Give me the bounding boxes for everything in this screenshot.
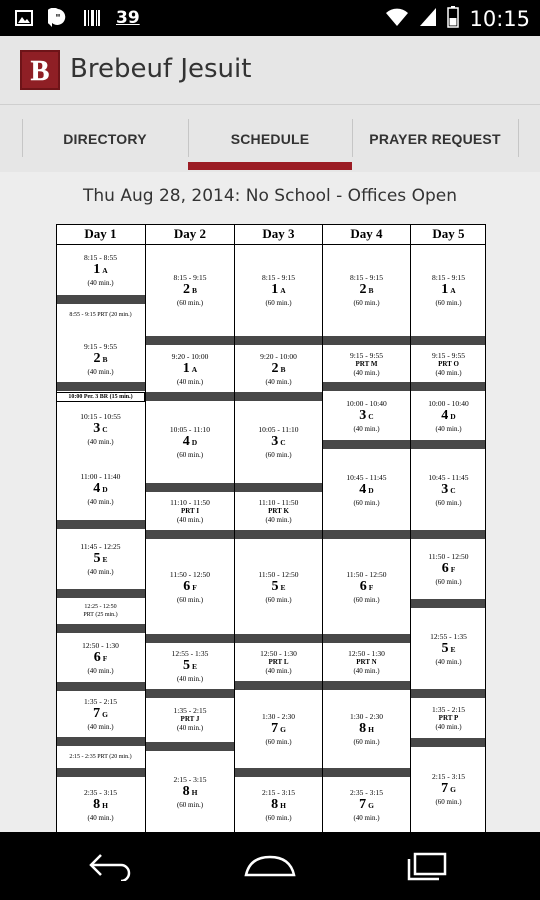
period-cell: 11:50 - 12:50 6 F (60 min.)	[346, 569, 387, 604]
break-bar	[323, 530, 410, 539]
break-bar	[323, 382, 410, 391]
tab-prayer-request[interactable]: PRAYER REQUEST	[369, 131, 501, 147]
svg-text:": "	[55, 13, 61, 24]
period-cell: 11:50 - 12:50 6 F (60 min.)	[428, 551, 469, 586]
break-bar	[411, 599, 486, 608]
period-cell: 10:00 - 10:40 3 C (40 min.)	[346, 398, 387, 433]
prt-cell: 9:15 - 9:55 PRT M (40 min.)	[350, 350, 383, 377]
break-bar	[56, 382, 145, 391]
period-cell: 2:15 - 3:15 8 H (60 min.)	[262, 787, 295, 822]
period-cell: 10:05 - 11:10 3 C (60 min.)	[258, 424, 299, 459]
prt-cell: 12:25 - 12:50 PRT (25 min.)	[83, 604, 118, 618]
period-cell: 11:00 - 11:40 4 D (40 min.)	[80, 471, 121, 506]
period-cell: 1:35 - 2:15 7 G (40 min.)	[84, 696, 117, 731]
back-icon[interactable]	[82, 846, 142, 886]
break-bar	[146, 634, 234, 643]
period-cell: 2:15 - 3:15 8 H (60 min.)	[173, 774, 207, 809]
temperature-text: 39	[116, 8, 140, 28]
break-bar	[411, 530, 486, 539]
prt-cell: 12:50 - 1:30 PRT N (40 min.)	[348, 648, 385, 675]
prt-cell: 12:50 - 1:30 PRT L (40 min.)	[260, 648, 297, 675]
day-header: Day 5	[432, 226, 465, 241]
period-cell: 8:15 - 9:15 1 A (60 min.)	[262, 272, 295, 307]
break-bar	[235, 336, 322, 345]
break-bar	[235, 530, 322, 539]
prt-cell: 11:10 - 11:50 PRT I (40 min.)	[170, 497, 210, 524]
prt-cell: 1:35 - 2:15 PRT P (40 min.)	[432, 704, 465, 731]
break-bar	[323, 768, 410, 777]
grid-line	[56, 224, 486, 225]
svg-text:B: B	[30, 56, 50, 86]
period-cell: 11:50 - 12:50 5 E (60 min.)	[258, 569, 299, 604]
grid-line	[56, 224, 57, 832]
break-bar	[323, 681, 410, 690]
period-cell: 12:55 - 1:35 5 E (40 min.)	[430, 631, 467, 666]
period-cell: 10:45 - 11:45 4 D (60 min.)	[346, 472, 387, 507]
signal-icon	[419, 7, 437, 31]
break-bar	[411, 689, 486, 698]
break-bar	[146, 530, 234, 539]
image-icon	[14, 8, 34, 28]
period-cell: 2:35 - 3:15 7 G (40 min.)	[350, 787, 383, 822]
wifi-icon	[385, 7, 409, 31]
period-cell: 8:15 - 9:15 2 B (60 min.)	[350, 272, 383, 307]
break-bar	[235, 681, 322, 690]
period-cell: 9:20 - 10:00 1 A (40 min.)	[171, 351, 209, 386]
prt-cell: 8:55 - 9:15 PRT (20 min.)	[69, 312, 132, 318]
schedule-image	[56, 224, 486, 832]
app-logo[interactable]	[20, 50, 60, 90]
break-bar	[146, 742, 234, 751]
break-bar	[235, 392, 322, 401]
break-label: 10:00 Per. 3 BR (15 min.)	[56, 392, 145, 402]
break-bar	[56, 624, 145, 633]
prt-cell: 11:10 - 11:50 PRT K (40 min.)	[258, 497, 299, 524]
break-bar	[146, 483, 234, 492]
grid-line	[322, 224, 323, 832]
period-cell: 9:20 - 10:00 2 B (40 min.)	[260, 351, 297, 386]
break-bar	[235, 768, 322, 777]
tab-directory[interactable]: DIRECTORY	[63, 131, 147, 147]
grid-line	[234, 224, 235, 832]
navigation-bar	[0, 832, 540, 900]
home-icon[interactable]	[240, 846, 300, 886]
grid-line	[410, 224, 411, 832]
tab-schedule[interactable]: SCHEDULE	[230, 131, 310, 147]
break-bar	[56, 682, 145, 691]
period-cell: 10:15 - 10:55 3 C (40 min.)	[80, 411, 121, 446]
period-cell: 11:50 - 12:50 6 F (60 min.)	[169, 569, 211, 604]
date-heading: Thu Aug 28, 2014: No School - Offices Open	[83, 186, 457, 206]
status-bar	[0, 0, 540, 36]
break-bar	[56, 520, 145, 529]
period-cell: 8:15 - 9:15 2 B (60 min.)	[173, 272, 207, 307]
day-header: Day 4	[350, 226, 383, 241]
period-cell: 10:05 - 11:10 4 D (60 min.)	[169, 424, 211, 459]
period-cell: 11:45 - 12:25 5 E (40 min.)	[80, 541, 121, 576]
battery-icon	[447, 6, 459, 32]
break-bar	[411, 382, 486, 391]
break-bar	[411, 440, 486, 449]
break-bar	[146, 392, 234, 401]
period-cell: 9:15 - 9:55 2 B (40 min.)	[84, 341, 117, 376]
grid-line	[485, 224, 486, 832]
day-header: Day 2	[173, 226, 207, 241]
break-bar	[146, 689, 234, 698]
prt-cell: 2:15 - 2:35 PRT (20 min.)	[69, 754, 132, 760]
grid-line	[145, 224, 146, 832]
selected-tab-indicator	[188, 162, 352, 170]
break-bar	[56, 589, 145, 598]
period-cell: 10:00 - 10:40 4 D (40 min.)	[428, 398, 469, 433]
period-cell: 12:50 - 1:30 6 F (40 min.)	[82, 640, 119, 675]
break-bar	[323, 634, 410, 643]
period-cell: 8:15 - 9:15 1 A (60 min.)	[432, 272, 465, 307]
period-cell: 10:45 - 11:45 3 C (60 min.)	[428, 472, 469, 507]
break-bar	[411, 336, 486, 345]
prt-cell: 9:15 - 9:55 PRT O (40 min.)	[432, 350, 465, 377]
day-header: Day 3	[262, 226, 295, 241]
hangouts-icon	[48, 8, 68, 28]
break-bar	[56, 295, 145, 304]
break-bar	[411, 738, 486, 747]
period-cell: 2:35 - 3:15 8 H (40 min.)	[84, 787, 117, 822]
break-bar	[323, 440, 410, 449]
app-title: Brebeuf Jesuit	[70, 54, 252, 84]
period-cell: 1:30 - 2:30 7 G (60 min.)	[262, 711, 295, 746]
break-bar	[56, 768, 145, 777]
period-cell: 8:15 - 8:55 1 A (40 min.)	[84, 252, 117, 287]
tab-divider	[518, 119, 519, 157]
period-cell: 1:30 - 2:30 8 H (60 min.)	[350, 711, 383, 746]
break-bar	[56, 737, 145, 746]
break-bar	[146, 336, 234, 345]
grid-line	[56, 244, 486, 245]
day-header: Day 1	[84, 226, 117, 241]
barcode-icon	[82, 8, 102, 28]
break-bar	[323, 336, 410, 345]
prt-cell: 1:35 - 2:15 PRT J (40 min.)	[173, 705, 207, 732]
recent-apps-icon[interactable]	[396, 846, 456, 886]
period-cell: 2:15 - 3:15 7 G (60 min.)	[432, 771, 465, 806]
period-cell: 12:55 - 1:35 5 E (40 min.)	[171, 648, 209, 683]
break-bar	[235, 483, 322, 492]
clock-text: 10:15	[469, 7, 530, 31]
break-bar	[235, 634, 322, 643]
